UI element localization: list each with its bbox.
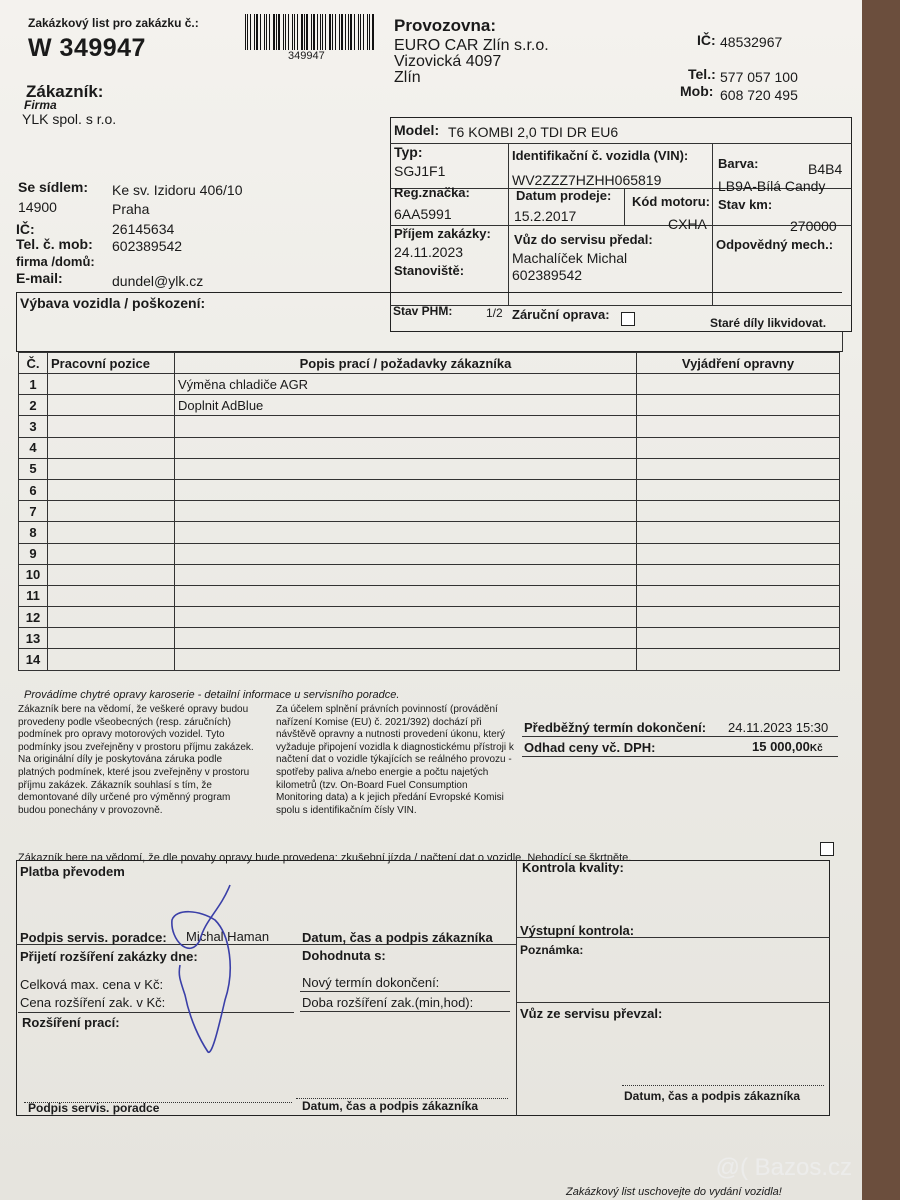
row-position [48,395,175,416]
barcode-bar [250,14,251,50]
customer-email-label: E-mail: [16,270,63,286]
model-label: Model: [394,122,440,138]
row-response [637,501,840,522]
ext-duration-label: Doba rozšíření zak.(min,hod): [302,995,474,1010]
new-deadline-label: Nový termín dokončení: [302,975,440,990]
row-description [175,564,637,585]
row-number: 1 [19,374,48,395]
workshop-tel-label: Tel.: [688,66,716,82]
row-position [48,416,175,437]
terms-left: Zákazník bere na vědomí, že veškeré opravy budou provedeny podle všeobecných (resp. záručních) podmínek pro opravy motorových vozidel. Tyto podmínky jsou zveřejněny v prostoru příjmu zakázek. Na originální díly je poskytována záruka podle platných podmínek, které jsou zveřejněny v prostoru příjmu zakázek. Zákazník souhlasí s tím, že demontované díly určené pro výměnný program budou ponechány v provozovně. [18,704,254,816]
intake-label: Příjem zakázky: [394,226,491,241]
barcode-bar [294,14,295,50]
table-row [19,628,840,649]
sale-date-value: 15.2.2017 [514,208,577,224]
barcode-bar [278,14,280,50]
note-label: Poznámka: [520,943,584,957]
order-title-label: Zakázkový list pro zakázku č.: [28,16,199,30]
handed-phone: 602389542 [512,267,583,283]
customer-city: Praha [112,201,150,217]
barcode-bar [306,14,308,50]
deadline-value: 24.11.2023 15:30 [728,720,829,735]
workshop-mob-label: Mob: [680,83,714,99]
barcode-bar [288,14,289,50]
customer-firm-label: Firma [24,98,57,112]
table-row [19,458,840,479]
customer-firm-home-label: firma /domů: [16,254,95,269]
barcode-bar [297,14,298,50]
barcode-bar [245,14,246,50]
workshop-ic-value: 48532967 [720,34,783,50]
responsible-label: Odpovědný mech.: [716,237,834,252]
barcode-number: 349947 [288,50,325,62]
customer-tel-value: 602389542 [112,238,183,254]
row-response [637,395,840,416]
row-description [175,416,637,437]
row-number: 5 [19,458,48,479]
row-number: 10 [19,564,48,585]
date-sig2: Datum, čas a podpis zákazníka [302,1099,479,1113]
row-response [637,607,840,628]
barcode-bar [348,14,349,50]
model-value: T6 KOMBI 2,0 TDI DR EU6 [448,124,619,140]
table-row [19,479,840,500]
work-table [18,352,840,671]
km-label: Stav km: [718,197,773,212]
intake-value: 24.11.2023 [394,244,464,260]
row-description [175,522,637,543]
barcode-bar [369,14,370,50]
row-response [637,437,840,458]
customer-seat-label: Se sídlem: [18,179,89,195]
row-position [48,522,175,543]
row-response [637,416,840,437]
ext-price-label: Cena rozšíření zak. v Kč: [20,995,166,1010]
table-row [19,522,840,543]
row-description [175,479,637,500]
row-position [48,479,175,500]
row-response [637,585,840,606]
row-number: 11 [19,585,48,606]
barcode-bar [325,14,326,50]
barcode-bar [264,14,265,50]
date-sig-label: Datum, čas a podpis zákazníka [302,930,493,945]
row-description: Výměna chladiče AGR [175,374,637,395]
equipment-label: Výbava vozidla / poškození: [20,295,206,311]
table-row [19,374,840,395]
fuel-value: 1/2 [486,306,503,320]
row-number: 6 [19,479,48,500]
barcode-bar [266,14,267,50]
row-number: 2 [19,395,48,416]
table-row [19,585,840,606]
row-position [48,543,175,564]
barcode-bar [276,14,277,50]
table-row [19,395,840,416]
vin-value: WV2ZZZ7HZHH065819 [512,172,662,188]
row-number: 8 [19,522,48,543]
workshop-city: Zlín [394,69,421,86]
workshop-ic-label: IČ: [697,32,716,48]
old-parts-label: Staré díly likvidovat. [710,316,827,330]
row-number: 9 [19,543,48,564]
workshop-label: Provozovna: [394,16,497,35]
workshop-mob-value: 608 720 495 [720,87,798,103]
barcode-bar [283,14,284,50]
row-response [637,522,840,543]
customer-firm-name: YLK spol. s r.o. [22,111,117,127]
price-value: 15 000,00Kč [752,739,823,754]
barcode-bar [260,14,261,50]
row-position [48,437,175,458]
barcode-bar [269,14,270,50]
col-position-header: Pracovní pozice [48,353,175,374]
barcode-bar [313,14,314,50]
terms-middle: Za účelem splnění právních povinností (provádění nařízení Komise (EU) č. 2021/392) dochází při návštěvě opravny a nutnosti provedení úkonu, který vyžaduje připojení vozidla k diagnostickému přístroji k načtení dat o vozidle týkajících se reálného provozu - spotřeby paliva a/nebo energie a počtu najetých kilometrů (tzv. On-Board Fuel Consumption Monitoring data) a k jejich předání Evropské Komisi spolu s identifikačním čísly VIN. [276,704,514,816]
table-row [19,564,840,585]
test-drive-checkbox[interactable] [820,842,834,856]
barcode-bar [292,14,293,50]
extension-label: Přijetí rozšíření zakázky dne: [20,949,198,964]
color-label: Barva: [718,156,759,171]
barcode-bar [335,14,336,50]
row-position [48,628,175,649]
col-response-header: Vyjádření opravny [637,353,840,374]
barcode-bar [322,14,323,50]
table-footnote: Provádíme chytré opravy karoserie - detailní informace u servisního poradce. [24,689,400,701]
watermark: @( Bazos.cz [715,1154,852,1181]
col-description-header: Popis prací / požadavky zákazníka [175,353,637,374]
customer-tel-label: Tel. č. mob: [16,236,93,252]
handwritten-signature [160,880,250,1060]
row-number: 4 [19,437,48,458]
engine-label: Kód motoru: [632,194,710,209]
barcode-bar [301,14,302,50]
engine-value: CXHA [668,216,707,232]
row-description [175,607,637,628]
barcode-bar [360,14,361,50]
workshop-name: EURO CAR Zlín s.r.o. [394,37,549,54]
barcode-bar [358,14,359,50]
barcode-bar [341,14,342,50]
barcode-bar [311,14,312,50]
workshop-street: Vizovická 4097 [394,53,502,70]
customer-ic-label: IČ: [16,221,35,237]
agreed-label: Dohodnuta s: [302,948,386,963]
barcode-bar [285,14,286,50]
barcode-bar [304,14,305,50]
pickup-label: Vůz ze servisu převzal: [520,1006,663,1021]
row-description [175,628,637,649]
barcode-bar [329,14,331,50]
row-position [48,564,175,585]
workshop-tel-value: 577 057 100 [720,69,798,85]
customer-street: Ke sv. Izidoru 406/10 [112,182,243,198]
table-row [19,543,840,564]
color-code: B4B4 [808,161,843,177]
warranty-label: Záruční oprava: [512,307,610,322]
row-number: 3 [19,416,48,437]
price-label: Odhad ceny vč. DPH: [524,740,656,755]
barcode-bar [372,14,374,50]
advisor-sig2: Podpis servis. poradce [28,1101,160,1115]
km-value: 270000 [790,218,837,234]
customer-email-value: dundel@ylk.cz [112,273,204,289]
barcode-bar [367,14,368,50]
keep-note: Zakázkový list uschovejte do vydání vozidla! [566,1186,782,1198]
table-row [19,607,840,628]
barcode-bar [354,14,355,50]
table-row [19,649,840,670]
deadline-label: Předběžný termín dokončení: [524,720,707,735]
handed-name: Machalíček Michal [512,250,628,266]
row-response [637,458,840,479]
barcode-bar [247,14,248,50]
barcode-bar [339,14,340,50]
row-position [48,458,175,479]
barcode [245,14,377,50]
row-number: 13 [19,628,48,649]
type-value: SGJ1F1 [394,163,446,179]
color-value: LB9A-Bílá Candy [718,178,826,194]
barcode-bar [254,14,255,50]
row-position [48,374,175,395]
fuel-label: Stav PHM: [393,304,453,318]
row-response [637,649,840,670]
reg-label: Reg.značka: [394,185,470,200]
barcode-bar [363,14,364,50]
barcode-bar [332,14,333,50]
order-number: W 349947 [28,34,146,62]
test-drive-note: Zákazník bere na vědomí, že dle povahy opravy bude provedena: zkušební jízda / načtení dat o vozidle. Nehodící se škrtněte. [18,852,632,864]
payment-label: Platba převodem [20,864,125,879]
row-description [175,649,637,670]
barcode-bar [256,14,258,50]
table-row [19,437,840,458]
quality-label: Kontrola kvality: [522,860,624,875]
row-description [175,458,637,479]
vin-label: Identifikační č. vozidla (VIN): [512,148,689,163]
customer-zip: 14900 [18,199,57,215]
type-label: Typ: [394,144,423,160]
row-response [637,543,840,564]
stand-label: Stanoviště: [394,263,465,278]
row-position [48,585,175,606]
barcode-bar [320,14,321,50]
row-number: 12 [19,607,48,628]
row-description: Doplnit AdBlue [175,395,637,416]
row-response [637,374,840,395]
advisor-sig-label: Podpis servis. poradce: [20,930,167,945]
max-price-label: Celková max. cena v Kč: [20,977,164,992]
row-position [48,607,175,628]
col-number-header: Č. [19,353,48,374]
row-number: 14 [19,649,48,670]
row-description [175,543,637,564]
row-response [637,479,840,500]
barcode-bar [273,14,274,50]
row-response [637,564,840,585]
ext-work-label: Rozšíření prací: [22,1015,120,1030]
customer-label: Zákazník: [26,82,104,101]
row-response [637,628,840,649]
advisor-name: Michal Haman [186,929,270,944]
row-description [175,437,637,458]
reg-value: 6AA5991 [394,206,452,222]
barcode-bar [345,14,346,50]
exit-control-label: Výstupní kontrola: [520,923,635,938]
date-sig3: Datum, čas a podpis zákazníka [624,1089,801,1103]
customer-ic-value: 26145634 [112,221,175,237]
row-number: 7 [19,501,48,522]
handed-label: Vůz do servisu předal: [514,232,653,247]
row-position [48,649,175,670]
row-position [48,501,175,522]
table-row [19,501,840,522]
row-description [175,585,637,606]
barcode-bar [350,14,352,50]
table-row [19,416,840,437]
sale-date-label: Datum prodeje: [516,188,612,203]
barcode-bar [317,14,318,50]
row-description [175,501,637,522]
